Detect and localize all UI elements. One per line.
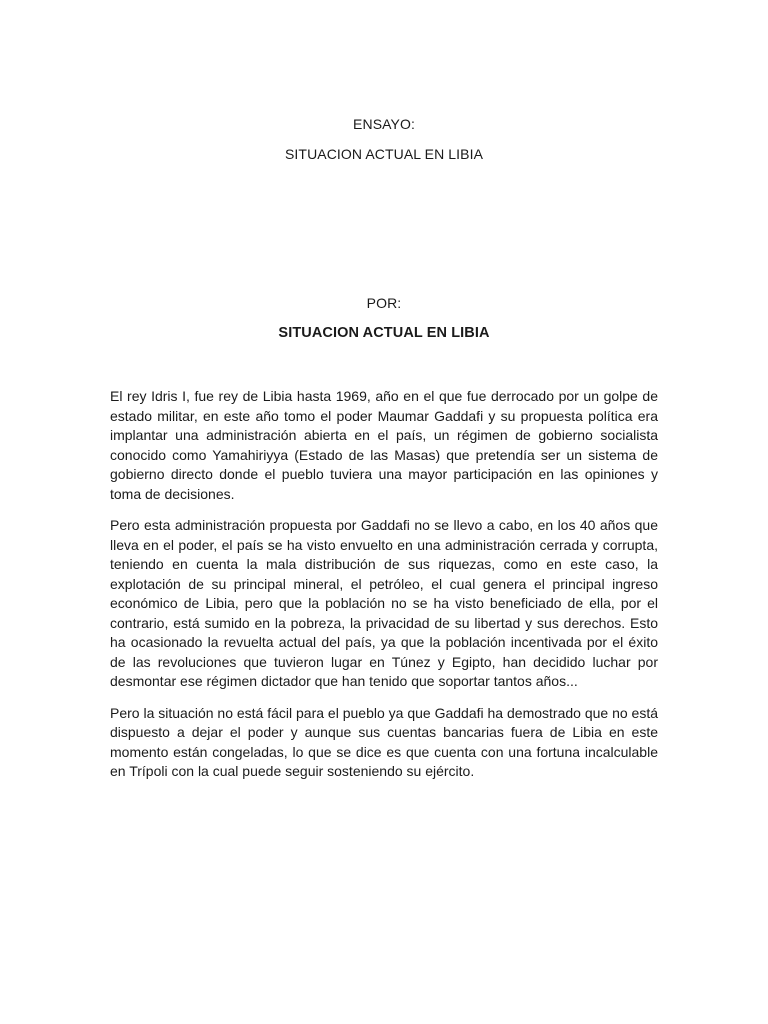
paragraph-3: Pero la situación no está fácil para el pueblo ya que Gaddafi ha demostrado que no está dispuesto a dejar el poder y aunque sus cuentas bancarias fuera de Libia en este momento están congeladas, lo que se dice es que cuenta con una fortuna incalculable en Trípoli con la cual puede seguir sosteniendo su ejército. xyxy=(110,704,658,779)
heading-title: SITUACION ACTUAL EN LIBIA xyxy=(284,146,484,162)
author-label: POR: xyxy=(366,295,402,311)
heading-label: ENSAYO: xyxy=(353,116,415,132)
section-title: SITUACION ACTUAL EN LIBIA xyxy=(278,325,490,341)
paragraph-2: Pero esta administración propuesta por Gaddafi no se llevo a cabo, en los 40 años que lleva en el poder, el país se ha visto envuelto en una administración cerrada y corrupta, teniendo en cuenta la mala distribución de sus riquezas, como en este caso, la explotación de su principal mineral, el petróleo, el cual genera el principal ingreso económico de Libia, pero que la población no se ha visto beneficiado de ella, por el contrario, está sumido en la pobreza, la privacidad de su libertad y sus derechos. Esto ha ocasionado la revuelta actual del país, ya que la población incentivada por el éxito de las revoluciones que tuvieron lugar en Túnez y Egipto, han decidido luchar por desmontar ese régimen dictador que han tenido que soportar tantos años... xyxy=(110,517,658,689)
essay-body xyxy=(110,387,658,794)
paragraph-1: El rey Idris I, fue rey de Libia hasta 1969, año en el que fue derrocado por un golpe de estado militar, en este año tomo el poder Maumar Gaddafi y su propuesta política era implantar una administración abierta en el país, un régimen de gobierno socialista conocido como Yamahiriyya (Estado de las Masas) que pretendía ser un sistema de gobierno directo donde el pueblo tuviera una mayor participación en las opiniones y toma de decisiones. xyxy=(110,388,658,502)
